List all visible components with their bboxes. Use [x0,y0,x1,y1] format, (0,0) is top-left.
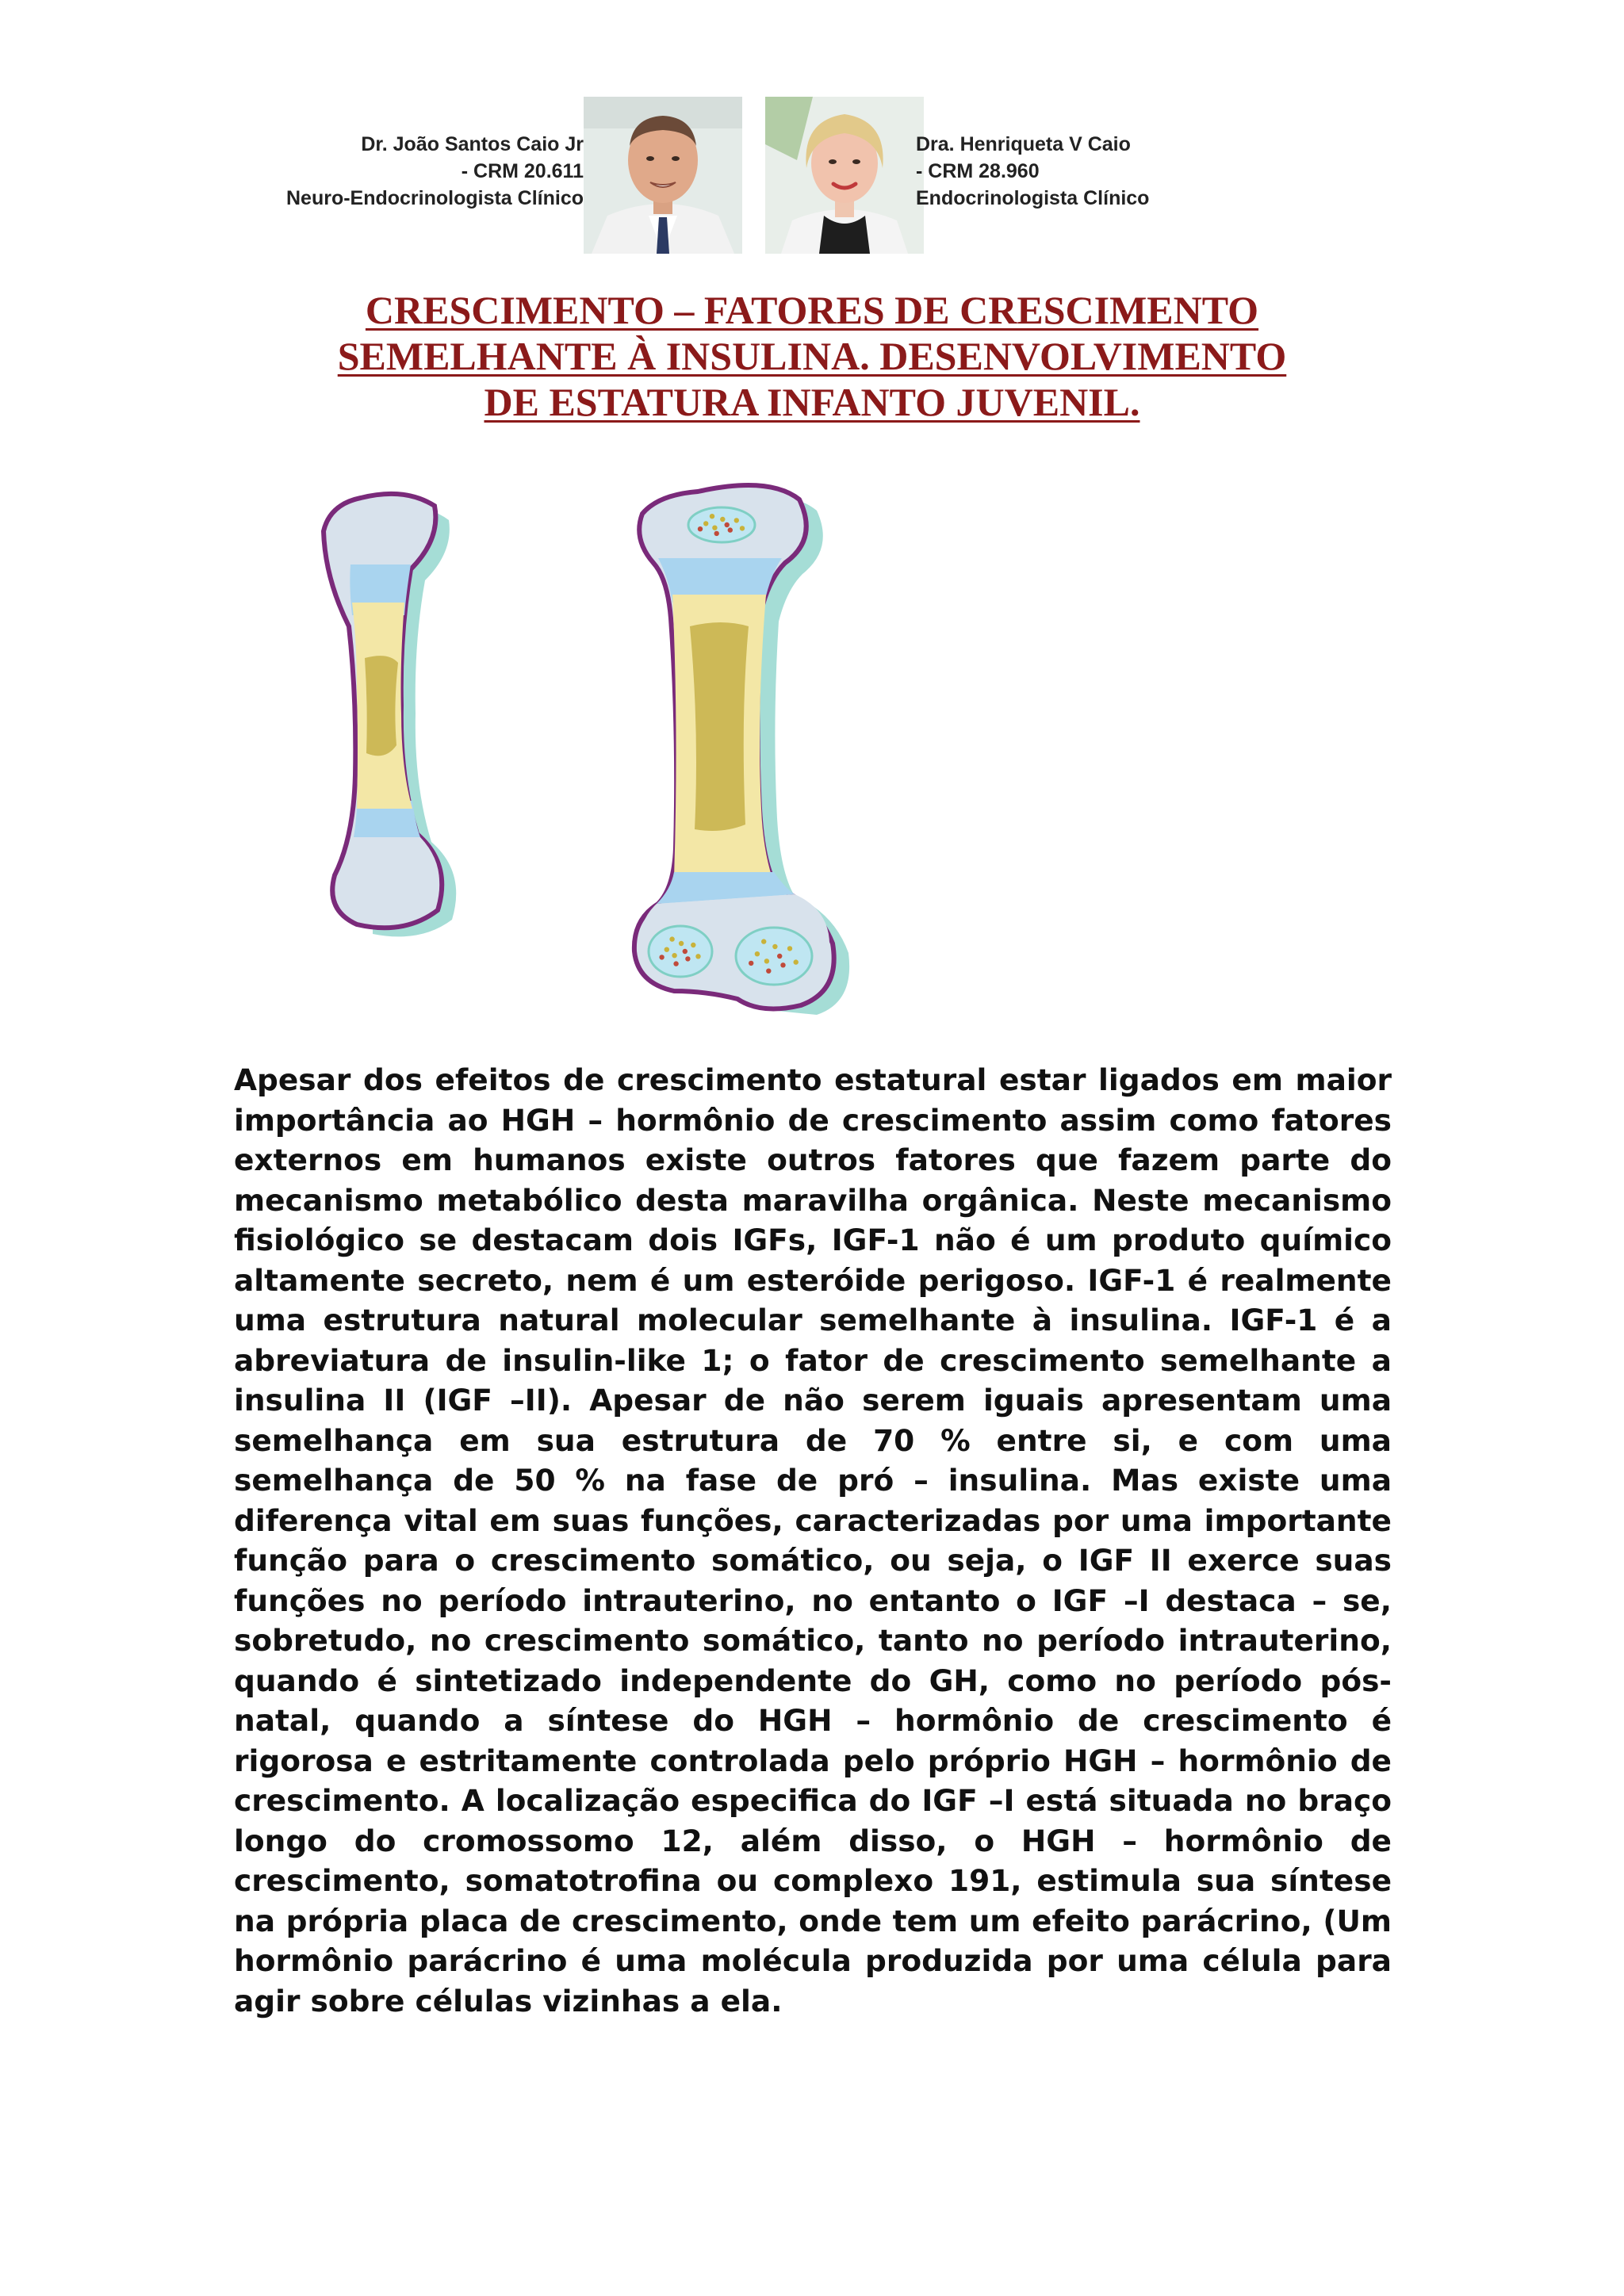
doctor-right-name: Dra. Henriqueta V Caio [916,133,1131,155]
ossification-dot [780,962,785,967]
title-line-2: SEMELHANTE À INSULINA. DESENVOLVIMENTO [337,334,1287,378]
ossification-dot [725,522,730,527]
doctor-left-name: Dr. João Santos Caio Jr [361,133,584,155]
ossification-dot [685,956,690,961]
ossification-dot [665,947,669,952]
title-line-3: DE ESTATURA INFANTO JUVENIL. [484,380,1140,424]
ossification-dot [761,939,766,943]
ossification-dot [703,521,708,526]
page-header [0,0,1624,262]
ossification-dot [777,954,782,959]
ossification-center-bottom-left [649,926,712,977]
ossification-dot [673,961,678,966]
doctor-right-specialty: Endocrinologista Clínico [916,187,1150,209]
young-bone-distal-epiphysis [338,837,439,923]
ossification-dot [672,953,676,958]
title-line-1: CRESCIMENTO – FATORES DE CRESCIMENTO [365,288,1259,332]
ossification-dot [749,961,753,966]
ossification-dot [698,526,703,531]
ossification-dot [766,969,771,974]
young-bone-marrow [365,656,398,756]
doctor-left-crm: - CRM 20.611 [461,160,584,182]
ossification-dot [679,941,684,946]
doctor-left-specialty: Neuro-Endocrinologista Clínico [285,187,584,209]
ossification-dot [720,517,725,522]
ossification-dot [764,959,769,963]
ossification-center-top [688,507,755,542]
doctor-left-info [286,131,584,212]
older-bone-marrow [690,622,749,831]
page-title [198,287,1426,425]
bone-growth-illustration [230,476,1166,1031]
ossification-center-bottom-right [736,928,812,985]
ossification-dot [772,944,777,949]
ossification-dot [710,514,714,519]
ossification-dot [712,526,717,530]
doctor-left-photo [584,97,742,254]
doctor-right-crm: - CRM 28.960 [916,160,1040,182]
ossification-dot [659,955,664,959]
ossification-dot [695,954,700,959]
doctor-right-info [916,131,1149,212]
ossification-dot [734,518,739,522]
body-paragraph: Apesar dos efeitos de crescimento estatural estar ligados em maior importância ao HGH – hormônio de crescimento assim como fatores externos em humanos existe outros fatores que fazem parte do mecanismo metabólico desta maravilha orgânica. Neste mecanismo fisiológico se destacam dois IGFs, IGF-1 não é um produto químico altamente secreto, nem é um esteróide perigoso. IGF-1 é realmente uma estrutura natural molecular semelhante à insulina. IGF-1 é a abreviatura de insulin-like 1; o fator de crescimento semelhante a insulina II (IGF –II). Apesar de não serem iguais apresentam uma semelhança em sua estrutura de 70 % entre si, e com uma semelhança de 50 % na fase de pró – insulina. Mas existe uma diferença vital em suas funções, caracterizadas por uma importante função para o crescimento somático, ou seja, o IGF II exerce suas funções no período intrauterino, no entanto o IGF –I destaca – se, sobretudo, no crescimento somático, tanto no período intrauterino, quando é sintetizado independente do GH, como no período pós- natal, quando a síntese do HGH – hormônio de crescimento é rigorosa e estritamente controlada pelo próprio HGH – hormônio de crescimento. A localização especifica do IGF –I está situada no braço longo do cromossomo 12, além disso, o HGH – hormônio de crescimento, somatotrofina ou complexo 191, estimula sua síntese na própria placa de crescimento, onde tem um efeito parácrino, (Um hormônio parácrino é uma molécula produzida por uma célula para agir sobre células vizinhas a ela. [234,1062,1392,2019]
ossification-dot [728,527,733,532]
ossification-dot [740,526,745,530]
ossification-dot [669,936,674,941]
ossification-dot [691,943,695,947]
ossification-dot [714,531,719,536]
ossification-dot [787,946,792,951]
ossification-dot [683,949,688,954]
ossification-dot [755,951,760,956]
doctor-right-photo [765,97,924,254]
ossification-dot [794,959,799,964]
